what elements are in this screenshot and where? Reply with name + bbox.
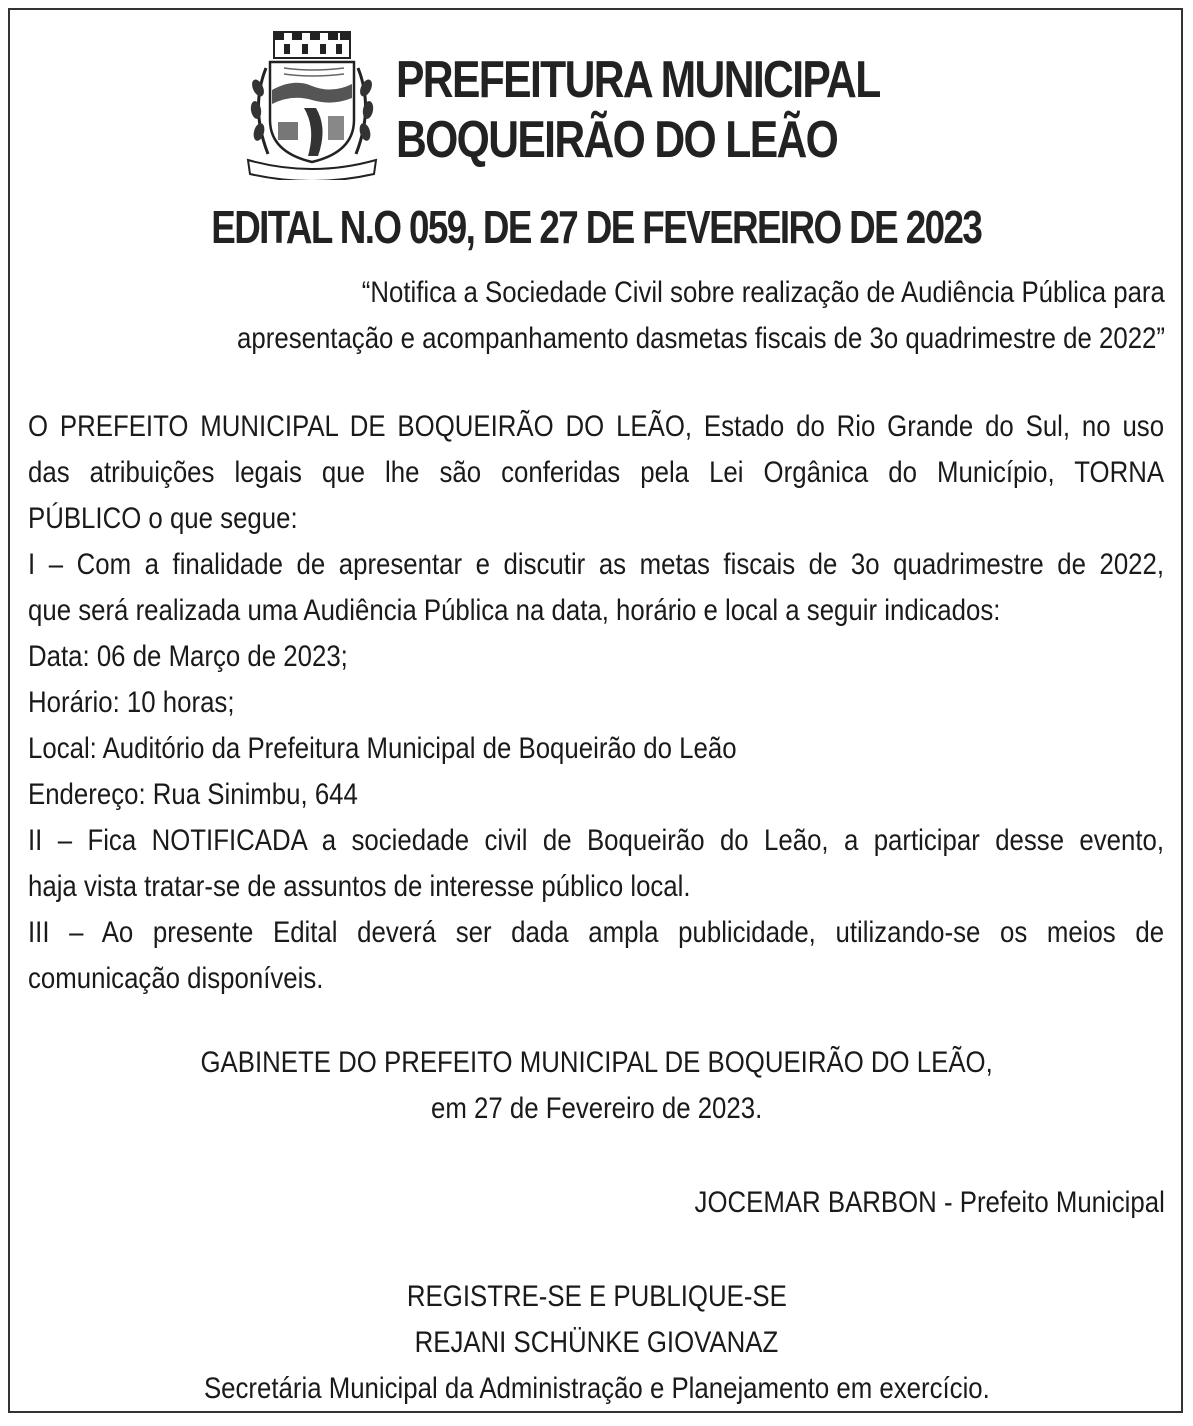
body-line: PÚBLICO o que segue: bbox=[28, 502, 298, 535]
secretary-name: REJANI SCHÜNKE GIOVANAZ bbox=[414, 1326, 779, 1359]
body-line: das atribuições legais que lhe são conferidas pela Lei Orgânica do Município, TORNA bbox=[28, 456, 1165, 489]
body-line: III – Ao presente Edital deverá ser dada ampla publicidade, utilizando-se os meios de bbox=[28, 916, 1165, 949]
organization-name-line1: PREFEITURA MUNICIPAL bbox=[396, 51, 880, 109]
closing-date: em 27 de Fevereiro de 2023. bbox=[430, 1092, 763, 1125]
signature-block bbox=[618, 1180, 1165, 1226]
edital-title-text: EDITAL N.O 059, DE 27 DE FEVEREIRO DE 2023 bbox=[211, 201, 982, 253]
body-line: que será realizada uma Audiência Pública na data, horário e local a seguir indicados: bbox=[28, 594, 1001, 627]
body-line: Local: Auditório da Prefeitura Municipal de Boqueirão do Leão bbox=[28, 732, 737, 765]
edital-body bbox=[28, 404, 1164, 1002]
edital-title bbox=[0, 200, 1193, 254]
mayor-signature: JOCEMAR BARBON - Prefeito Municipal bbox=[694, 1186, 1165, 1219]
organization-name bbox=[396, 50, 880, 170]
edital-summary-line: “Notifica a Sociedade Civil sobre realização de Audiência Pública para bbox=[361, 276, 1165, 309]
body-line: Horário: 10 horas; bbox=[28, 686, 235, 719]
body-line: O PREFEITO MUNICIPAL DE BOQUEIRÃO DO LEÃO, Estado do Rio Grande do Sul, no uso bbox=[28, 410, 1165, 443]
organization-name-line2: BOQUEIRÃO DO LEÃO bbox=[396, 111, 838, 169]
registry-line: REGISTRE-SE E PUBLIQUE-SE bbox=[406, 1280, 787, 1313]
closing-block bbox=[0, 1040, 1193, 1132]
registry-block bbox=[0, 1274, 1193, 1412]
closing-line: GABINETE DO PREFEITO MUNICIPAL DE BOQUEIRÃO DO LEÃO, bbox=[200, 1046, 993, 1079]
body-line: Data: 06 de Março de 2023; bbox=[28, 640, 348, 673]
document-header bbox=[244, 26, 944, 186]
body-line: II – Fica NOTIFICADA a sociedade civil de Boqueirão do Leão, a participar desse evento, bbox=[28, 824, 1165, 857]
secretary-title: Secretária Municipal da Administração e Planejamento em exercício. bbox=[203, 1372, 990, 1405]
body-line: comunicação disponíveis. bbox=[28, 962, 324, 995]
body-line: Endereço: Rua Sinimbu, 644 bbox=[28, 778, 358, 811]
edital-summary-line: apresentação e acompanhamento dasmetas fiscais de 3o quadrimestre de 2022” bbox=[237, 322, 1165, 355]
body-line: I – Com a finalidade de apresentar e discutir as metas fiscais de 3o quadrimestre de 2022, bbox=[28, 548, 1165, 581]
municipal-crest-logo bbox=[244, 28, 380, 180]
body-line: haja vista tratar-se de assuntos de interesse público local. bbox=[28, 870, 691, 903]
edital-summary bbox=[0, 270, 1165, 362]
